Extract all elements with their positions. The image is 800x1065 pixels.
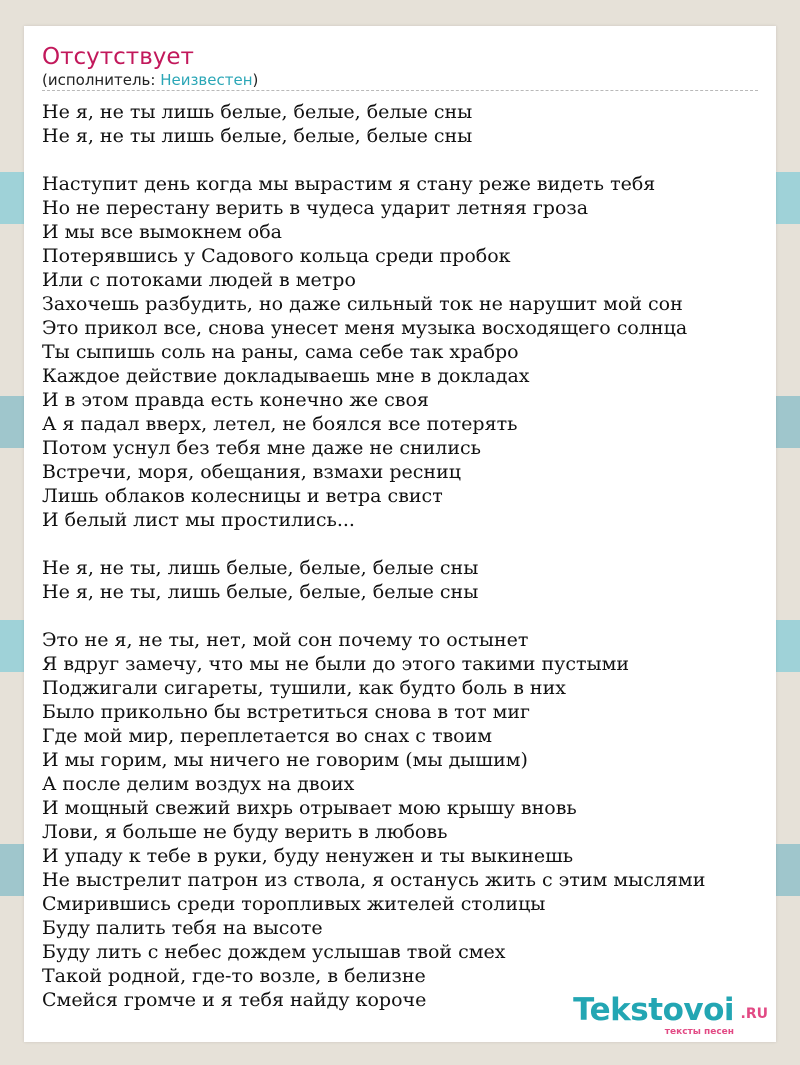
lyric-line: Смейся громче и я тебя найду короче (42, 989, 427, 1011)
lyric-line: Буду палить тебя на высоте (42, 917, 323, 939)
lyric-line: Потом уснул без тебя мне даже не снились (42, 437, 482, 459)
logo-tld: .RU (740, 1006, 768, 1022)
logo-wordmark: Tekstovoi (573, 992, 734, 1028)
lyric-line: Захочешь разбудить, но даже сильный ток не нарушит мой сон (42, 293, 683, 315)
performer-line (42, 70, 258, 90)
lyric-line: Наступит день когда мы вырастим я стану реже видеть тебя (42, 173, 656, 195)
lyric-line: И мы горим, мы ничего не говорим (мы дышим) (42, 749, 528, 771)
stanza-break (42, 532, 762, 556)
lyric-line: Поджигали сигареты, тушили, как будто боль в них (42, 677, 566, 699)
lyric-line: А после делим воздух на двоих (42, 773, 355, 795)
performer-prefix: (исполнитель: (42, 71, 161, 89)
header-divider (42, 90, 758, 91)
lyric-line: Это прикол все, снова унесет меня музыка восходящего солнца (42, 317, 688, 339)
lyric-line: Не выстрелит патрон из ствола, я останусь жить с этим мыслями (42, 869, 706, 891)
lyric-line: И мы все вымокнем оба (42, 221, 283, 243)
lyric-line: Или с потоками людей в метро (42, 269, 356, 291)
stanza-break (42, 148, 762, 172)
lyric-line: Встречи, моря, обещания, взмахи ресниц (42, 461, 461, 483)
lyric-line: И упаду к тебе в руки, буду ненужен и ты выкинешь (42, 845, 574, 867)
lyric-line: Не я, не ты лишь белые, белые, белые сны (42, 101, 473, 123)
lyric-line: Но не перестану верить в чудеса ударит летняя гроза (42, 197, 589, 219)
lyric-line: Где мой мир, переплетается во снах с твоим (42, 725, 493, 747)
lyric-line: Это не я, не ты, нет, мой сон почему то остынет (42, 629, 529, 651)
song-title: Отсутствует (42, 44, 194, 70)
lyric-line: Было прикольно бы встретиться снова в тот миг (42, 701, 530, 723)
lyric-line: Не я, не ты лишь белые, белые, белые сны (42, 125, 473, 147)
lyric-line: Такой родной, где-то возле, в белизне (42, 965, 426, 987)
artist-link[interactable]: Неизвестен (160, 71, 253, 89)
lyric-line: Лишь облаков колесницы и ветра свист (42, 485, 443, 507)
lyric-line: Каждое действие докладываешь мне в докладах (42, 365, 530, 387)
lyric-line: Лови, я больше не буду верить в любовь (42, 821, 448, 843)
lyric-line: И мощный свежий вихрь отрывает мою крышу вновь (42, 797, 577, 819)
lyric-line: Не я, не ты, лишь белые, белые, белые сны (42, 557, 479, 579)
site-logo[interactable] (562, 992, 772, 1042)
performer-suffix: ) (252, 71, 259, 89)
lyric-line: Смирившись среди торопливых жителей столицы (42, 893, 546, 915)
lyric-line: Не я, не ты, лишь белые, белые, белые сны (42, 581, 479, 603)
lyric-line: И в этом правда есть конечно же своя (42, 389, 429, 411)
lyric-line: Потерявшись у Садового кольца среди пробок (42, 245, 511, 267)
logo-tagline: тексты песен (664, 1027, 734, 1037)
lyrics-body (42, 100, 762, 1012)
lyric-line: Буду лить с небес дождем услышав твой смех (42, 941, 506, 963)
stanza-break (42, 604, 762, 628)
lyric-line: И белый лист мы простились... (42, 509, 355, 531)
lyric-line: Ты сыпишь соль на раны, сама себе так храбро (42, 341, 519, 363)
lyric-line: А я падал вверх, летел, не боялся все потерять (42, 413, 518, 435)
lyric-line: Я вдруг замечу, что мы не были до этого такими пустыми (42, 653, 630, 675)
lyrics-card (24, 26, 776, 1042)
